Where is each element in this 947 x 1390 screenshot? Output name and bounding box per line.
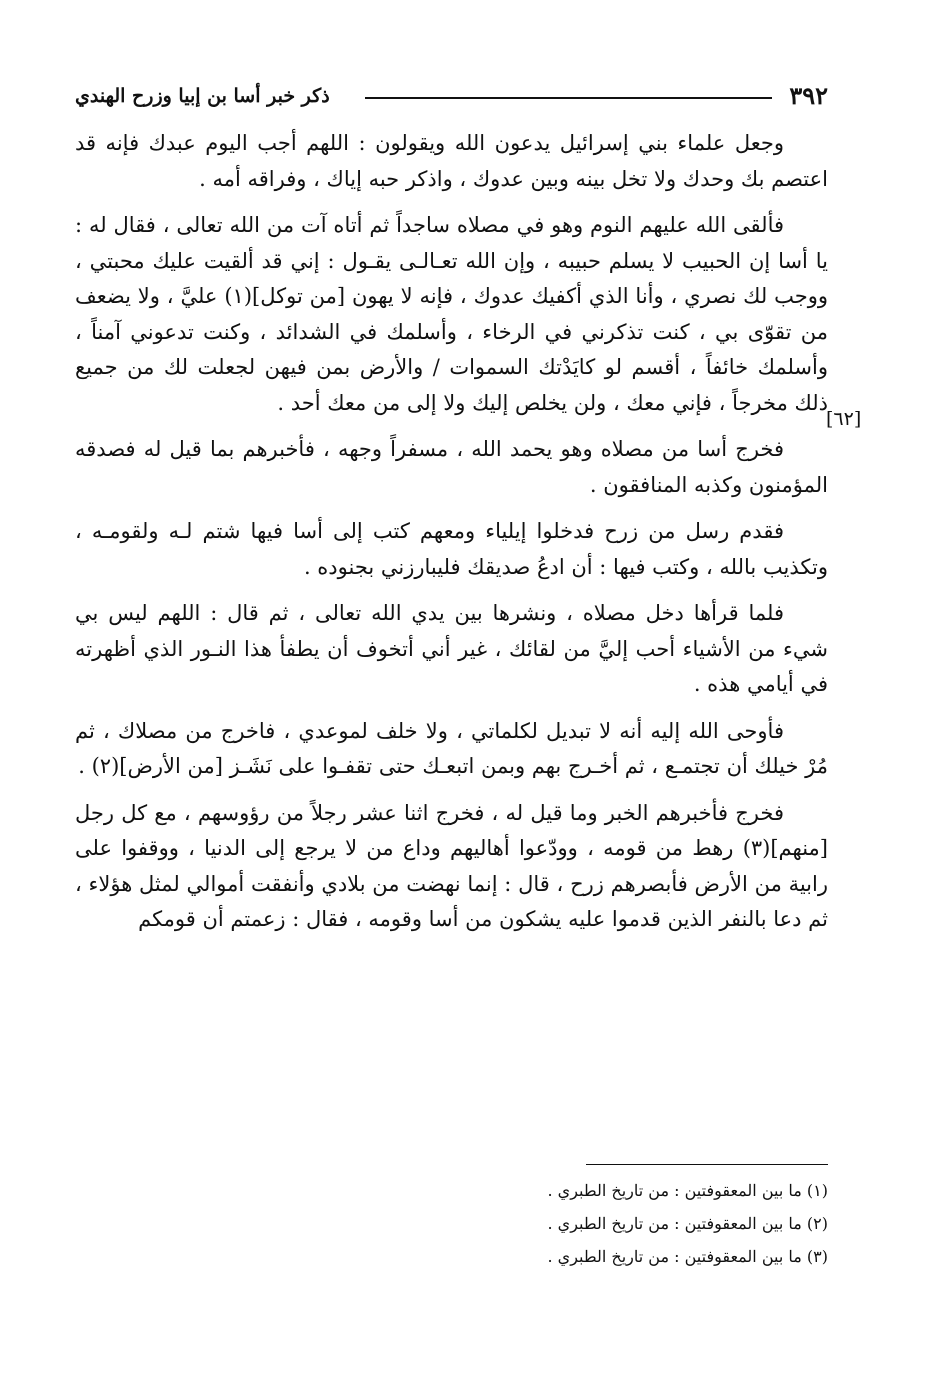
paragraph: فأوحى الله إليه أنه لا تبديل لكلماتي ، ولا خلف لموعدي ، فاخرج من مصلاك ، ثم مُرْ خيلك أن تجتمـع ، ثم أخـرج بهم وبمن اتبعـك حتى تقفـوا على نَشَـز [من الأرض](٢) . — [75, 718, 828, 778]
paragraph: فألقى الله عليهم النوم وهو في مصلاه ساجداً ثم أتاه آت من الله تعالى ، فقال له : يا أسا إن الحبيب لا يسلم حبيبه ، وإن الله تعـالـى يقـول : إني قد ألقيت عليك محبتي ، ووجب لك نصري ، وأنا الذي أكفيك عدوك ، فإنه لا يهون [من توكل](١) عليَّ ، ولا يضعف من تقوّى بي ، كنت تذكرني في الرخاء ، وأسلمك في الشدائد ، وكنت تدعوني آمناً ، وأسلمك خائفاً ، أقسم لو كايَدْتك السموات / والأرض بمن فيهن لجعلت لك من جميع ذلك مخرجاً ، فإني معك ، ولن يخلص إليك ولا إلى من معك أحد . — [75, 213, 828, 415]
main-text — [75, 126, 828, 949]
paragraph: وجعل علماء بني إسرائيل يدعون الله ويقولون : اللهم أجب اليوم عبدك فإنه قد اعتصم بك وحدك ولا تخل بينه وبين عدوك ، واذكر حبه إياك ، وفراقه أمه . — [75, 131, 828, 191]
header-rule — [365, 97, 772, 99]
paragraph: فقدم رسل من زرح فدخلوا إيلياء ومعهم كتب إلى أسا فيها شتم لـه ولقومـه ، وتكذيب بالله ، وكتب فيها : أن ادعُ صديقك فليبارزني بجنوده . — [75, 519, 828, 579]
margin-page-reference: [٦٢] — [826, 408, 862, 430]
footnotes — [475, 1174, 828, 1273]
page-number: ٣٩٢ — [789, 81, 828, 110]
paragraph: فخرج فأخبرهم الخبر وما قيل له ، فخرج اثنا عشر رجلاً من رؤوسهم ، مع كل رجل [منهم](٣) رهط من قومه ، وودّعوا أهاليهم وداع من لا يرجع إلى الدنيا ، ووقفوا على رابية من الأرض فأبصرهم زرح ، قال : إنما نهضت من بلادي وأنفقت أموالي لمثل هؤلاء ، ثم دعا بالنفر الذين قدموا عليه يشكون من أسا وقومه ، فقال : زعمتم أن قومكم — [75, 800, 828, 931]
footnote: (١) ما بين المعقوفتين : من تاريخ الطبري . — [547, 1181, 828, 1200]
paragraph: فخرج أسا من مصلاه وهو يحمد الله ، مسفراً وجهه ، فأخبرهم بما قيل له فصدقه المؤمنون وكذبه المنافقون . — [75, 437, 828, 497]
footnote: (٢) ما بين المعقوفتين : من تاريخ الطبري . — [547, 1214, 828, 1233]
footnote-rule — [586, 1164, 828, 1165]
page-header — [75, 76, 828, 116]
footnote: (٣) ما بين المعقوفتين : من تاريخ الطبري . — [547, 1247, 828, 1266]
paragraph: فلما قرأها دخل مصلاه ، ونشرها بين يدي الله تعالى ، ثم قال : اللهم ليس بي شيء من الأشياء أحب إليَّ من لقائك ، غير أني أتخوف أن يطفأ هذا النـور الذي أظهرته في أيامي هذه . — [75, 601, 828, 696]
running-title: ذكر خبر أسا بن إبيا وزرح الهندي — [75, 85, 330, 107]
